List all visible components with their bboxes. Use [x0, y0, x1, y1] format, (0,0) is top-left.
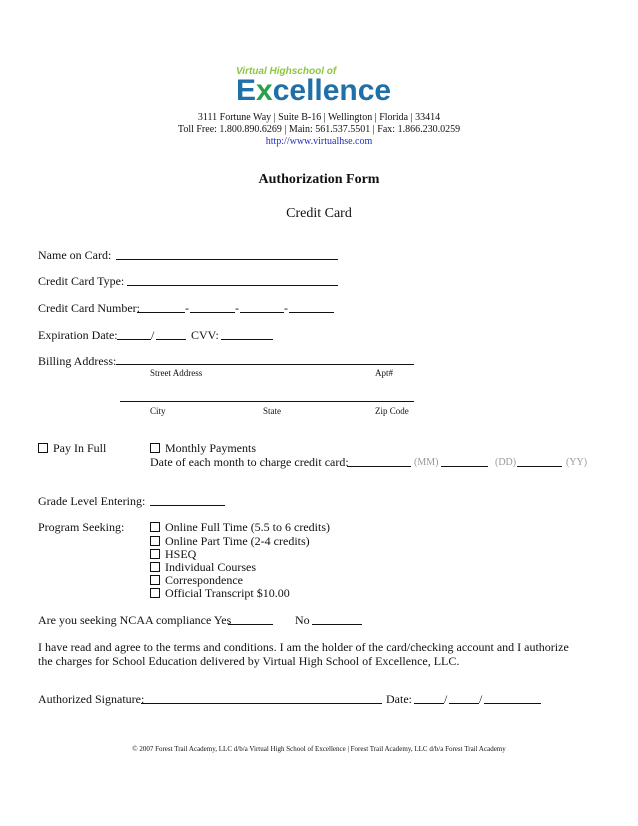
billing-address-label: Billing Address: — [38, 354, 117, 368]
logo-tagline: Virtual Highschool of — [236, 66, 337, 77]
program-option-full-time[interactable] — [150, 520, 330, 535]
logo-letters-rest: cellence — [272, 74, 392, 107]
checkbox[interactable] — [150, 588, 160, 598]
website-link[interactable]: http://www.virtualhse.com — [265, 136, 373, 147]
page-title: Authorization Form — [258, 172, 380, 187]
card-number-field-3[interactable] — [240, 312, 284, 313]
checkbox[interactable] — [150, 575, 160, 585]
pay-in-full-option[interactable] — [38, 441, 106, 456]
cvv-field[interactable] — [221, 339, 273, 340]
card-number-field-4[interactable] — [289, 312, 334, 313]
agreement-text: I have read and agree to the terms and conditions. I am the holder of the card/checking account and I authorize the charges for School Education delivered by Virtual High School of Excellence, LLC. — [38, 640, 569, 668]
logo-wordmark — [236, 74, 391, 108]
signature-field[interactable] — [141, 703, 382, 704]
program-option-label: Official Transcript $10.00 — [165, 586, 290, 600]
signature-label: Authorized Signature: — [38, 692, 145, 706]
mm-caption: (MM) — [414, 457, 439, 468]
checkbox[interactable] — [150, 549, 160, 559]
grade-level-field[interactable] — [150, 505, 225, 506]
card-number-field-2[interactable] — [190, 312, 235, 313]
program-option-label: Individual Courses — [165, 560, 256, 574]
card-type-field[interactable] — [127, 285, 338, 286]
expiration-month-field[interactable] — [117, 339, 151, 340]
card-number-label: Credit Card Number: — [38, 301, 140, 315]
page-subtitle: Credit Card — [286, 206, 352, 221]
city-state-zip-field[interactable] — [120, 401, 414, 402]
program-option-label: Correspondence — [165, 573, 243, 587]
city-caption: City — [150, 406, 166, 416]
monthly-payments-label: Monthly Payments — [165, 441, 257, 455]
charge-month-field[interactable] — [347, 466, 411, 467]
name-on-card-label: Name on Card: — [38, 248, 112, 262]
expiration-slash: / — [151, 328, 155, 342]
address-line: 3111 Fortune Way | Suite B-16 | Wellington | Florida | 33414 — [197, 112, 441, 123]
charge-day-field[interactable] — [441, 466, 488, 467]
card-number-dash-3: - — [284, 301, 288, 315]
monthly-payments-option[interactable] — [150, 441, 256, 456]
pay-in-full-checkbox[interactable] — [38, 443, 48, 453]
program-seeking-label: Program Seeking: — [38, 520, 125, 534]
yy-caption: (YY) — [566, 457, 588, 468]
logo — [236, 66, 416, 110]
street-address-caption: Street Address — [150, 368, 203, 378]
program-option-transcript[interactable] — [150, 586, 290, 601]
ncaa-question: Are you seeking NCAA compliance Yes — [38, 613, 232, 627]
expiration-year-field[interactable] — [156, 339, 186, 340]
signature-date-slash-1: / — [444, 692, 448, 706]
signature-date-slash-2: / — [479, 692, 483, 706]
pay-in-full-label: Pay In Full — [53, 441, 107, 455]
signature-year-field[interactable] — [484, 703, 541, 704]
apt-caption: Apt# — [375, 368, 393, 378]
grade-level-label: Grade Level Entering: — [38, 494, 146, 508]
logo-letter-x: x — [256, 74, 273, 107]
logo-letter-e: E — [236, 74, 257, 107]
charge-year-field[interactable] — [517, 466, 562, 467]
phone-line: Toll Free: 1.800.890.6269 | Main: 561.537.5501 | Fax: 1.866.230.0259 — [177, 124, 461, 135]
dd-caption: (DD) — [495, 457, 517, 468]
ncaa-no-label: No — [295, 613, 310, 627]
program-option-label: Online Full Time (5.5 to 6 credits) — [165, 520, 330, 534]
checkbox[interactable] — [150, 562, 160, 572]
card-number-dash-1: - — [185, 301, 189, 315]
card-number-dash-2: - — [235, 301, 239, 315]
footer-copyright: © 2007 Forest Trail Academy, LLC d/b/a Virtual High School of Excellence | Forest Trail Academy, LLC d/b/a Forest Trail Academy — [132, 745, 506, 753]
checkbox[interactable] — [150, 536, 160, 546]
signature-date-label: Date: — [386, 692, 412, 706]
monthly-payments-checkbox[interactable] — [150, 443, 160, 453]
street-address-field[interactable] — [116, 364, 414, 365]
ncaa-yes-field[interactable] — [228, 624, 273, 625]
name-on-card-field[interactable] — [116, 259, 338, 260]
cvv-label: CVV: — [191, 328, 219, 342]
program-option-label: Online Part Time (2-4 credits) — [165, 534, 310, 548]
zip-caption: Zip Code — [375, 406, 409, 416]
state-caption: State — [263, 406, 281, 416]
card-type-label: Credit Card Type: — [38, 274, 125, 288]
charge-date-label: Date of each month to charge credit card: — [150, 455, 349, 469]
card-number-field-1[interactable] — [137, 312, 185, 313]
signature-month-field[interactable] — [414, 703, 444, 704]
checkbox[interactable] — [150, 522, 160, 532]
ncaa-no-field[interactable] — [312, 624, 362, 625]
program-option-label: HSEQ — [165, 547, 197, 561]
signature-day-field[interactable] — [449, 703, 479, 704]
expiration-label: Expiration Date: — [38, 328, 118, 342]
